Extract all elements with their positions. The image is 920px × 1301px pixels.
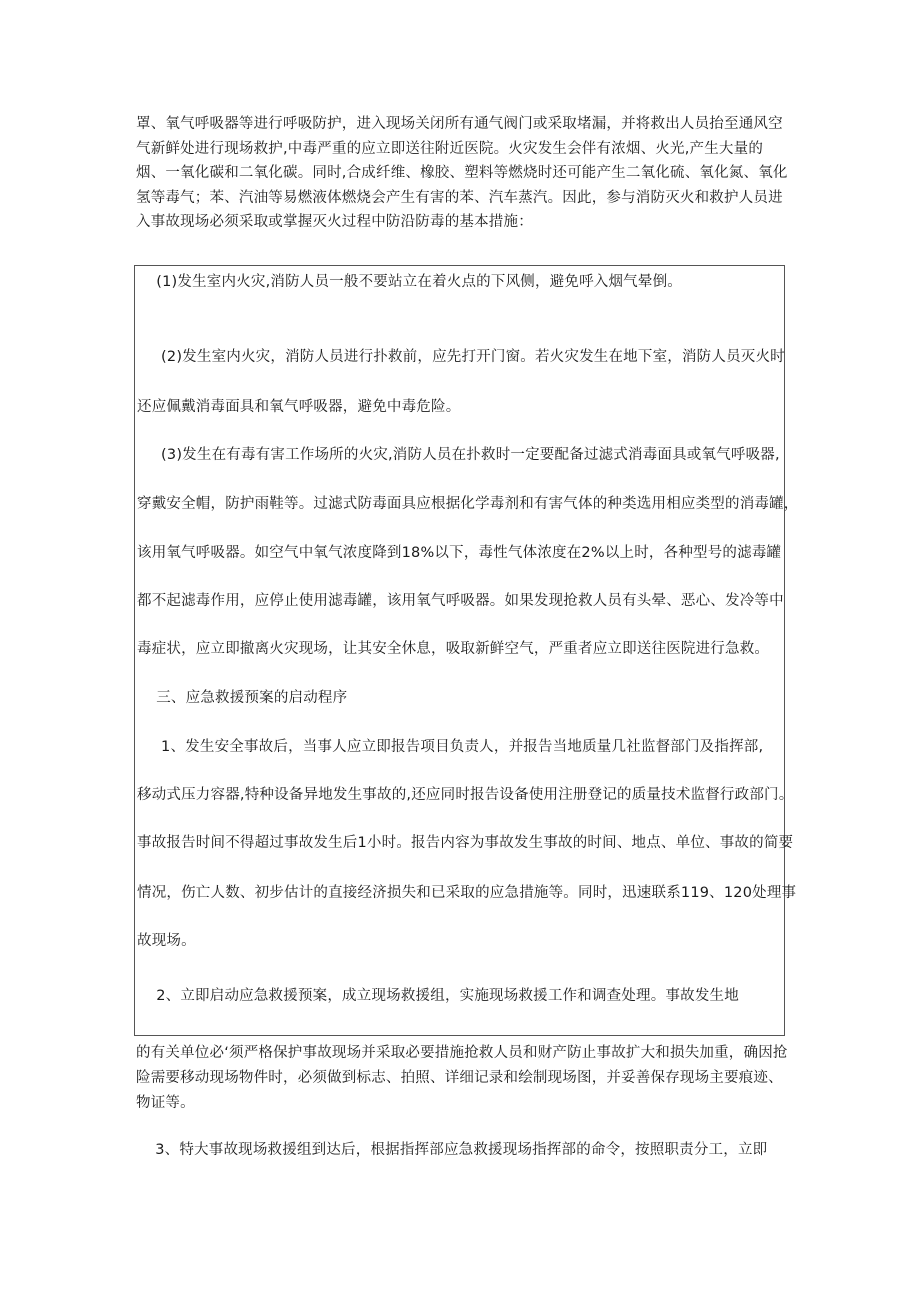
box-line-step-1e: 故现场。 bbox=[137, 933, 196, 949]
box-line-measure-2a: (2)发生室内火灾，消防人员进行扑救前，应先打开门窗。若火灾发生在地下室，消防人员灭火时 bbox=[137, 349, 785, 365]
box-line-measure-2b: 还应佩戴消毒面具和氧气呼吸器，避免中毒危险。 bbox=[137, 399, 461, 415]
box-line-step-2a: 2、立即启动应急救援预案，成立现场救援组，实施现场救援工作和调查处理。事故发生地 bbox=[137, 988, 739, 1004]
box-line-measure-3c: 该用氧气呼吸器。如空气中氧气浓度降到18%以下，毒性气体浓度在2%以上时，各种型号的滤毒罐 bbox=[137, 545, 782, 561]
box-line-step-1a: 1、发生安全事故后，当事人应立即报告项目负责人，并报告当地质量几社监督部门及指挥部, bbox=[137, 739, 764, 755]
box-line-measure-3b: 穿戴安全帽，防护雨鞋等。过滤式防毒面具应根据化学毒剂和有害气体的种类选用相应类型的消毒罐， bbox=[137, 496, 799, 512]
box-line-measure-3e: 毒症状，应立即撤离火灾现场，让其安全休息，吸取新鲜空气，严重者应立即送往医院进行急救。 bbox=[137, 641, 770, 657]
outro-paragraph: 的有关单位必‘须严格保护事故现场并采取必要措施抢救人员和财产防止事故扩大和损失加重，确因抢险需要移动现场物件时，必须做到标志、拍照、详细记录和绘制现场图，并妥善保存现场主要痕迹、物证等。 bbox=[136, 1045, 788, 1111]
box-line-measure-3a: (3)发生在有毒有害工作场所的火灾,消防人员在扑救时一定要配备过滤式消毒面具或氧气呼吸器, bbox=[137, 447, 780, 463]
step-3-paragraph: 3、特大事故现场救援组到达后，根据指挥部应急救援现场指挥部的命令，按照职责分工，立即 bbox=[136, 1142, 768, 1158]
box-line-measure-1: (1)发生室内火灾,消防人员一般不要站立在着火点的下风侧，避免呼入烟气晕倒。 bbox=[137, 274, 682, 290]
box-line-step-1d: 情况，伤亡人数、初步估计的直接经济损失和已采取的应急措施等。同时，迅速联系119、120处理事 bbox=[137, 885, 797, 901]
intro-paragraph: 罩、氧气呼吸器等进行呼吸防护，进入现场关闭所有通气阀门或采取堵漏，并将救出人员抬至通风空气新鲜处进行现场救护,中毒严重的应立即送往附近医院。火灾发生会伴有浓烟、火光,产生大量的烟、一氧化碳和二氧化碳。同时,合成纤维、橡胶、塑料等燃烧时还可能产生二氧化硫、氧化氮、氧化氢等毒气；苯、汽油等易燃液体燃烧会产生有害的苯、汽车蒸汽。因此，参与消防灭火和救护人员进入事故现场必须采取或掌握灭火过程中防沿防毒的基本措施： bbox=[136, 116, 788, 230]
bordered-text-box bbox=[134, 265, 799, 1036]
section-heading-startup-procedure: 三、应急救援预案的启动程序 bbox=[137, 690, 348, 706]
box-line-measure-3d: 都不起滤毒作用，应停止使用滤毒罐，该用氧气呼吸器。如果发现抢救人员有头晕、恶心、发冷等中 bbox=[137, 593, 784, 609]
box-line-step-1b: 移动式压力容器,特种设备异地发生事故的,还应同时报告设备使用注册登记的质量技术监督行政部门。 bbox=[137, 787, 794, 803]
box-line-step-1c: 事故报告时间不得超过事故发生后1小时。报告内容为事故发生事故的时间、地点、单位、事故的简要 bbox=[137, 835, 794, 851]
